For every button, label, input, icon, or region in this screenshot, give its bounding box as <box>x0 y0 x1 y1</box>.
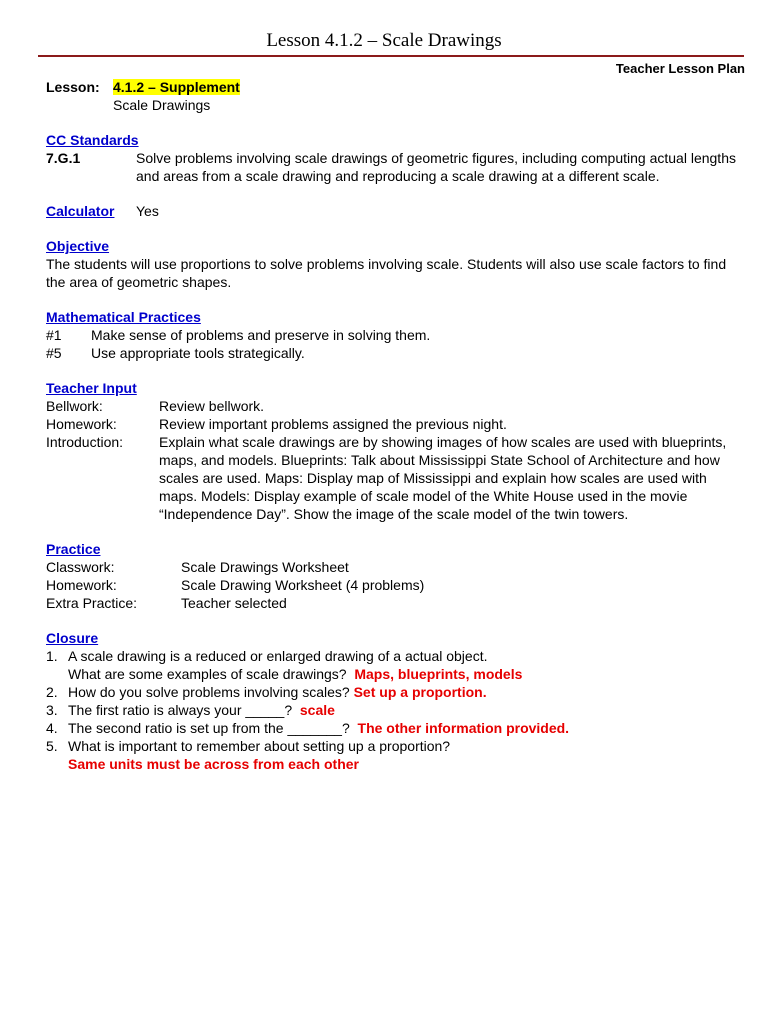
standard-row <box>46 149 746 185</box>
teacher-input-item <box>46 433 746 523</box>
closure-question-text: How do you solve problems involving scales? <box>68 684 350 700</box>
closure-answer: scale <box>299 702 335 718</box>
closure-question-text: A scale drawing is a reduced or enlarged drawing of a actual object. <box>68 648 488 664</box>
closure-number: 1. <box>46 648 58 664</box>
closure-question-text: The second ratio is set up from the _______? <box>68 720 350 736</box>
teacher-input-text: Review bellwork. <box>159 398 265 414</box>
practice-item <box>46 344 746 362</box>
practice-number: #1 <box>46 327 62 343</box>
header-divider <box>38 55 744 57</box>
closure-answer: Same units must be across from each other <box>68 756 359 772</box>
lesson-name: Scale Drawings <box>113 97 211 113</box>
closure-answer: The other information provided. <box>357 720 570 736</box>
page-title: Lesson 4.1.2 – Scale Drawings <box>266 30 502 51</box>
teacher-input-label: Homework: <box>46 416 117 432</box>
practice-text: Use appropriate tools strategically. <box>91 345 305 361</box>
practice-value: Scale Drawings Worksheet <box>181 559 349 575</box>
calculator-value: Yes <box>136 203 159 219</box>
closure-number: 2. <box>46 684 58 700</box>
teacher-input-label: Bellwork: <box>46 398 103 414</box>
closure-question-3 <box>46 701 746 719</box>
practice-label: Classwork: <box>46 559 115 575</box>
teacher-input-text: Review important problems assigned the previous night. <box>159 416 507 432</box>
practice-value: Teacher selected <box>181 595 287 611</box>
practice-label: Homework: <box>46 577 117 593</box>
cc-standards-heading: CC Standards <box>46 132 139 148</box>
math-practices-heading: Mathematical Practices <box>46 309 201 325</box>
practice-value: Scale Drawing Worksheet (4 problems) <box>181 577 425 593</box>
objective-text: The students will use proportions to solve problems involving scale. Students will also use scale factors to find the area of geometric shapes. <box>46 256 727 290</box>
standard-text: Solve problems involving scale drawings of geometric figures, including computing actual lengths and areas from a scale drawing and reproducing a scale drawing at a different scale. <box>136 150 736 184</box>
closure-question-1 <box>46 647 746 683</box>
practice-item <box>46 326 746 344</box>
practice-text: Make sense of problems and preserve in solving them. <box>91 327 431 343</box>
lesson-plan-body <box>46 78 746 773</box>
closure-answer: Maps, blueprints, models <box>354 666 523 682</box>
lesson-code: 4.1.2 – Supplement <box>113 79 240 95</box>
calculator-row <box>46 202 746 220</box>
lesson-row <box>46 78 746 96</box>
closure-heading: Closure <box>46 630 99 646</box>
closure-number: 5. <box>46 738 58 754</box>
lesson-label: Lesson: <box>46 79 100 95</box>
practice-heading: Practice <box>46 541 101 557</box>
teacher-input-item <box>46 397 746 415</box>
closure-answer: Set up a proportion. <box>353 684 487 700</box>
closure-question-2 <box>46 683 746 701</box>
practice-row <box>46 576 746 594</box>
closure-number: 3. <box>46 702 58 718</box>
teacher-input-item <box>46 415 746 433</box>
practice-row <box>46 558 746 576</box>
closure-number: 4. <box>46 720 58 736</box>
teacher-input-heading: Teacher Input <box>46 380 137 396</box>
objective-heading: Objective <box>46 238 110 254</box>
closure-question-4 <box>46 719 746 737</box>
closure-question-text: What are some examples of scale drawings? <box>68 666 347 682</box>
practice-label: Extra Practice: <box>46 595 138 611</box>
practice-row <box>46 594 746 612</box>
teacher-input-label: Introduction: <box>46 434 124 450</box>
closure-question-5 <box>46 737 746 773</box>
standard-code: 7.G.1 <box>46 150 81 166</box>
calculator-heading: Calculator <box>46 203 115 219</box>
practice-number: #5 <box>46 345 62 361</box>
teacher-input-text: Explain what scale drawings are by showing images of how scales are used with blueprints, maps, and models. Blueprints: Talk about Mississippi State School of Architecture and how scales are used. Maps: Display map of Mississippi and explain how scales are used with maps. Models: Display example of scale model of the White House used in the movie “Independence Day”. Show the image of the scale model of the twin towers. <box>159 434 727 522</box>
closure-question-text: The first ratio is always your _____? <box>68 702 293 718</box>
closure-question-text: What is important to remember about setting up a proportion? <box>68 738 451 754</box>
teacher-lesson-plan-label: Teacher Lesson Plan <box>615 61 745 76</box>
